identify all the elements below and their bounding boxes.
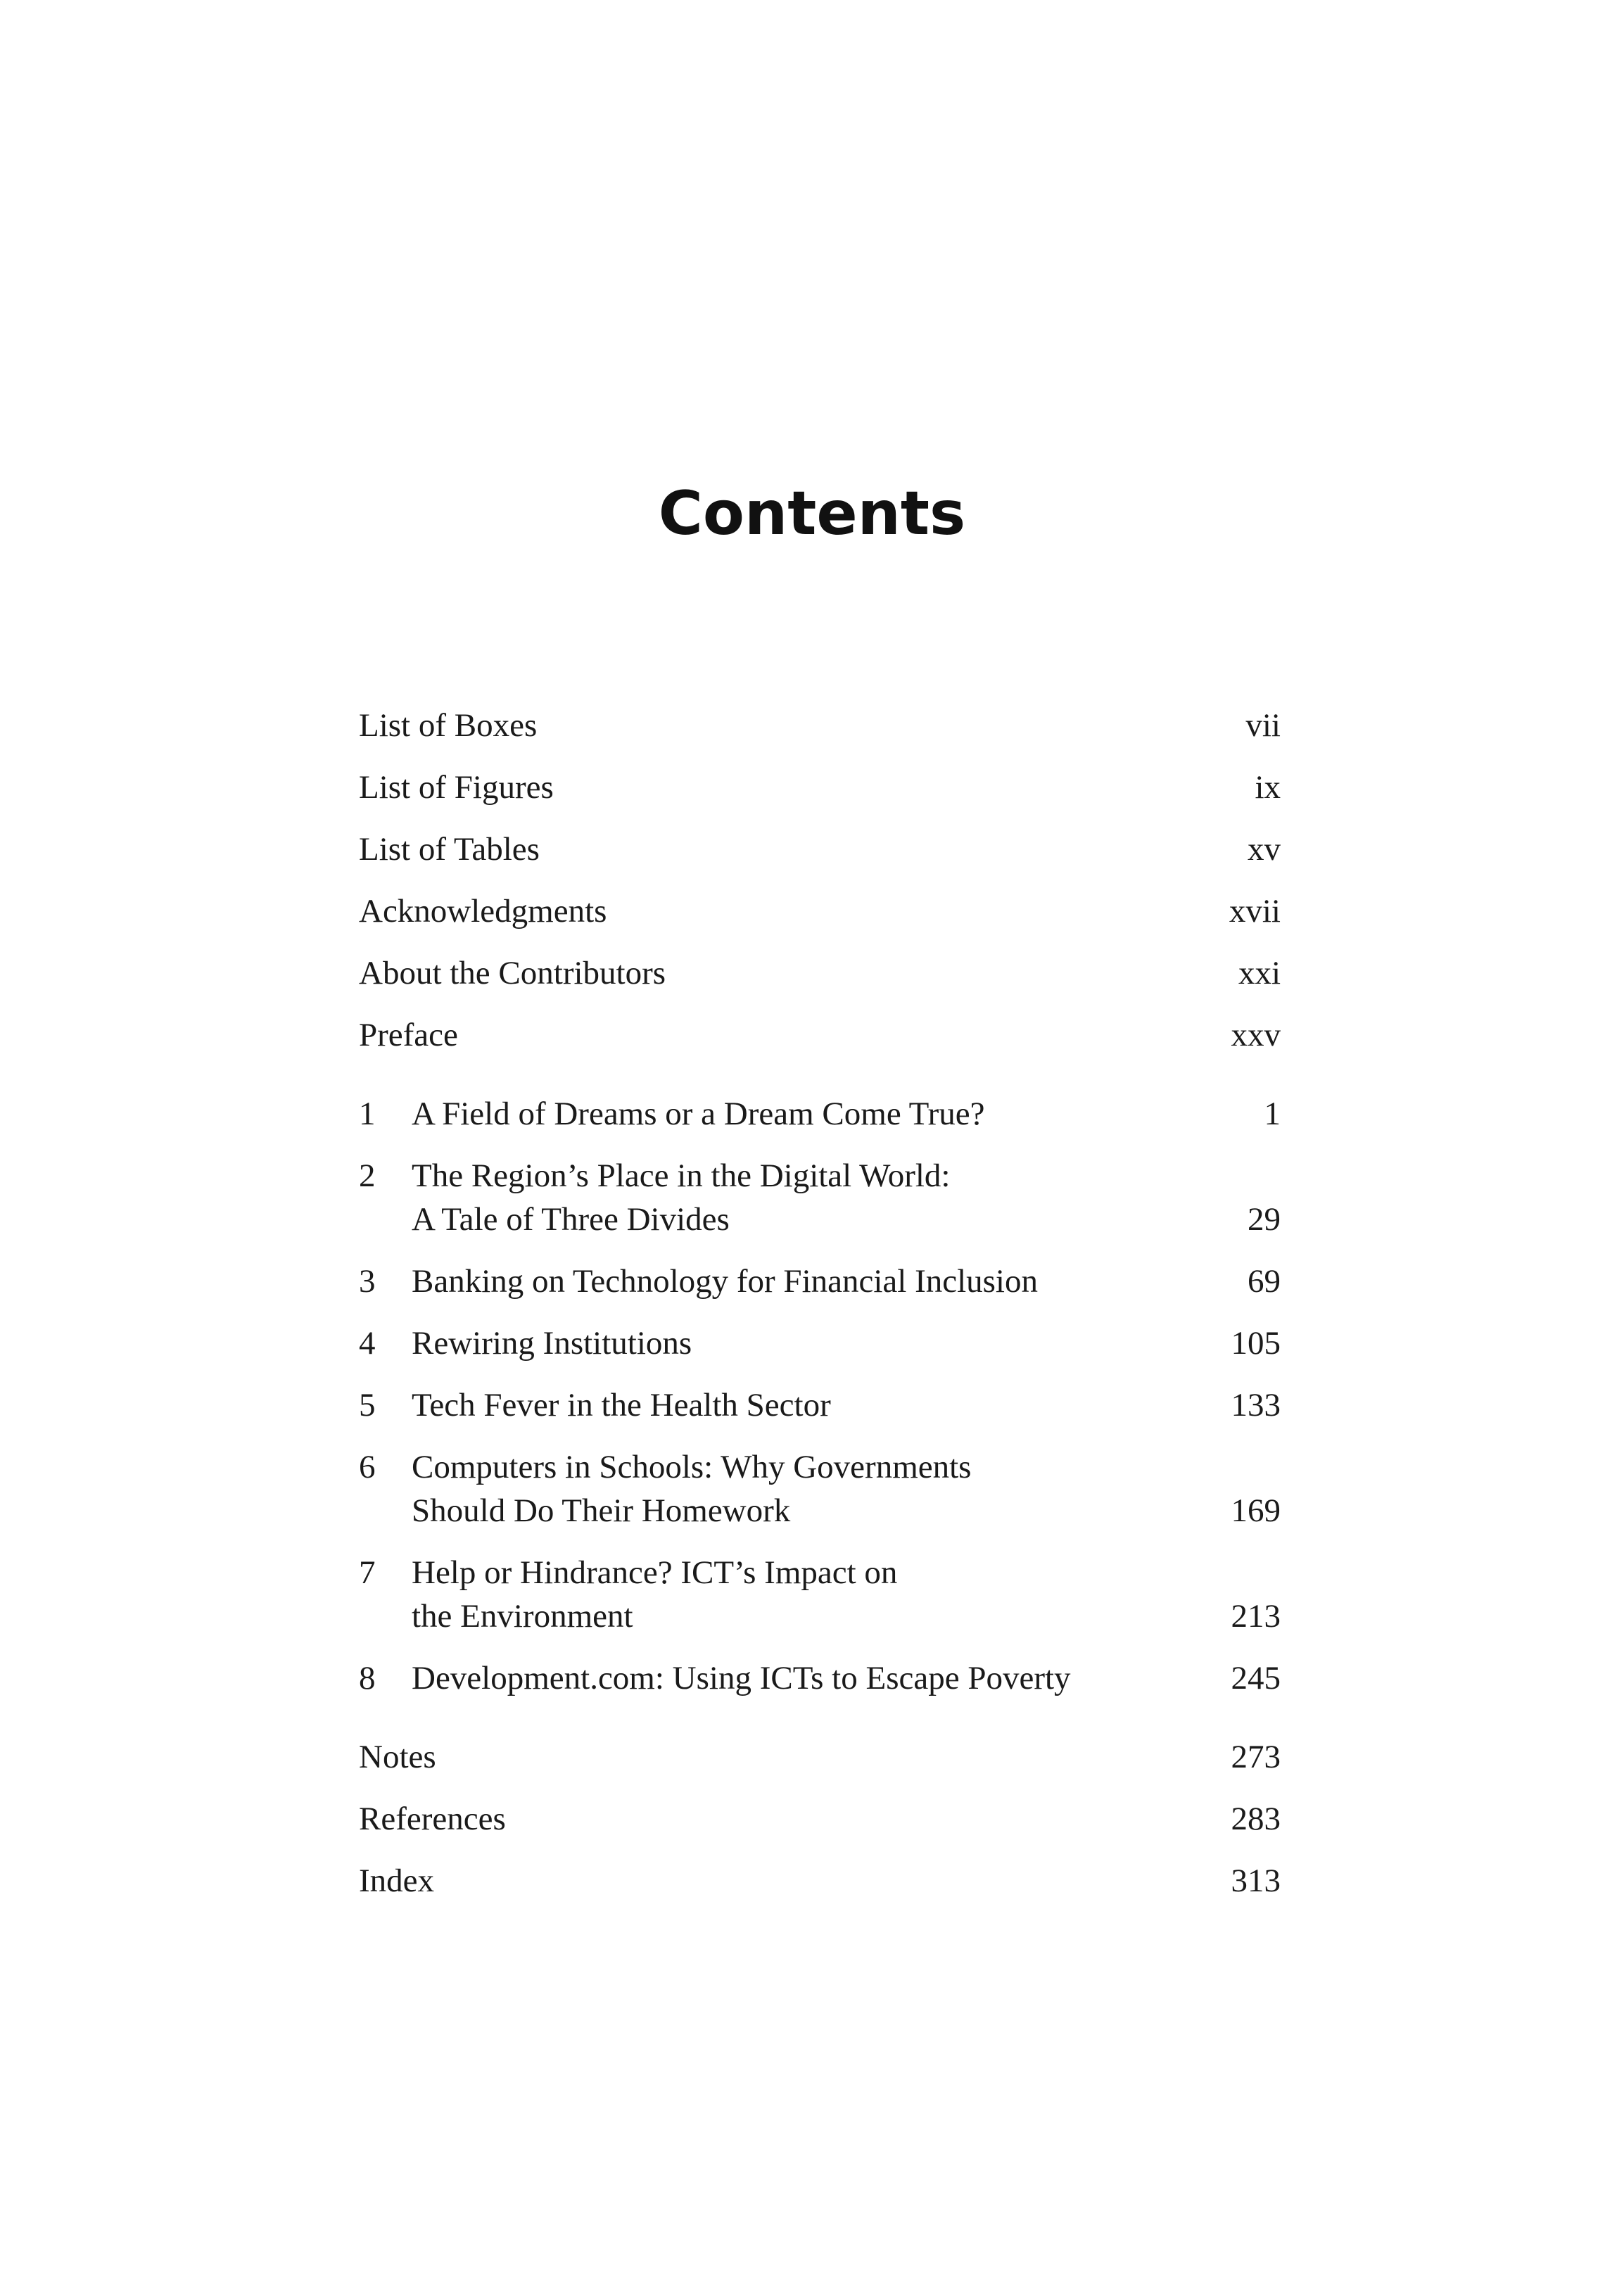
toc-entry-label: Index xyxy=(359,1863,435,1899)
chapter-title xyxy=(412,1154,1248,1241)
toc-entry-page: xvii xyxy=(1229,893,1281,930)
toc-entry-label: List of Figures xyxy=(359,769,554,806)
chapter-number: 1 xyxy=(359,1096,376,1132)
chapter-title xyxy=(412,1260,1248,1303)
chapter-title xyxy=(412,1551,1231,1638)
chapter-title-line: Computers in Schools: Why Governments xyxy=(412,1449,972,1485)
chapter-number: 2 xyxy=(359,1157,376,1194)
toc-entry-list-of-figures[interactable] xyxy=(359,766,1281,809)
back-matter-list xyxy=(359,1735,1281,1903)
chapter-title-line: Banking on Technology for Financial Inclusion xyxy=(412,1263,1038,1300)
chapter-title xyxy=(412,1383,1231,1427)
toc-entry-label: Acknowledgments xyxy=(359,893,607,930)
chapter-page: 245 xyxy=(1231,1660,1281,1696)
toc-entry-list-of-tables[interactable] xyxy=(359,827,1281,871)
chapter-page: 133 xyxy=(1231,1387,1281,1423)
toc-entry-page: xv xyxy=(1248,831,1281,868)
chapter-number: 4 xyxy=(359,1325,376,1362)
toc-entry-page: 313 xyxy=(1231,1863,1281,1899)
chapter-title-line: Tech Fever in the Health Sector xyxy=(412,1387,831,1423)
chapter-title-line: Rewiring Institutions xyxy=(412,1325,692,1362)
toc-entry-page: 273 xyxy=(1231,1739,1281,1775)
chapter-number: 3 xyxy=(359,1263,376,1300)
toc-entry-notes[interactable] xyxy=(359,1735,1281,1779)
page-title: Contents xyxy=(658,478,966,549)
front-matter-list xyxy=(359,704,1281,1057)
toc-entry-preface[interactable] xyxy=(359,1013,1281,1057)
toc-chapter-8[interactable] xyxy=(359,1656,1281,1700)
chapter-title xyxy=(412,1092,1264,1136)
chapter-page: 29 xyxy=(1248,1201,1281,1238)
toc-entry-page: vii xyxy=(1245,707,1281,744)
toc-chapter-5[interactable] xyxy=(359,1383,1281,1427)
toc-entry-acknowledgments[interactable] xyxy=(359,889,1281,933)
toc-entry-label: References xyxy=(359,1801,506,1837)
toc-entry-index[interactable] xyxy=(359,1859,1281,1903)
toc-chapter-1[interactable] xyxy=(359,1092,1281,1136)
chapter-title-line: the Environment xyxy=(412,1598,633,1635)
toc-entry-list-of-boxes[interactable] xyxy=(359,704,1281,747)
toc-entry-page: xxi xyxy=(1238,955,1281,991)
chapter-title-line: Help or Hindrance? ICT’s Impact on xyxy=(412,1554,898,1591)
toc-chapter-3[interactable] xyxy=(359,1260,1281,1303)
chapter-page: 69 xyxy=(1248,1263,1281,1300)
toc-entry-label: List of Boxes xyxy=(359,707,538,744)
chapter-title-line: Development.com: Using ICTs to Escape Poverty xyxy=(412,1660,1071,1696)
chapter-title xyxy=(412,1656,1231,1700)
toc-entry-page: xxv xyxy=(1231,1017,1281,1053)
toc-entry-label: Preface xyxy=(359,1017,458,1053)
toc-chapter-6[interactable] xyxy=(359,1445,1281,1533)
toc-entry-label: List of Tables xyxy=(359,831,540,868)
chapter-number: 8 xyxy=(359,1660,376,1696)
chapter-title xyxy=(412,1445,1231,1533)
chapter-title-line: The Region’s Place in the Digital World: xyxy=(412,1157,951,1194)
chapter-number: 5 xyxy=(359,1387,376,1423)
chapter-page: 1 xyxy=(1264,1096,1281,1132)
chapter-title-line: Should Do Their Homework xyxy=(412,1492,791,1529)
chapter-title-line: A Tale of Three Divides xyxy=(412,1201,730,1238)
toc-entry-about-the-contributors[interactable] xyxy=(359,951,1281,995)
chapter-number: 7 xyxy=(359,1554,376,1591)
toc-entry-page: 283 xyxy=(1231,1801,1281,1837)
toc-entry-label: Notes xyxy=(359,1739,436,1775)
toc-chapter-4[interactable] xyxy=(359,1321,1281,1365)
chapter-number: 6 xyxy=(359,1449,376,1485)
chapter-page: 169 xyxy=(1231,1492,1281,1529)
chapter-title xyxy=(412,1321,1231,1365)
table-of-contents xyxy=(359,704,1281,1921)
toc-chapter-7[interactable] xyxy=(359,1551,1281,1638)
toc-chapter-2[interactable] xyxy=(359,1154,1281,1241)
toc-entry-page: ix xyxy=(1255,769,1281,806)
toc-entry-references[interactable] xyxy=(359,1797,1281,1841)
chapter-title-line: A Field of Dreams or a Dream Come True? xyxy=(412,1096,985,1132)
chapter-page: 105 xyxy=(1231,1325,1281,1362)
chapter-list xyxy=(359,1092,1281,1700)
chapter-page: 213 xyxy=(1231,1598,1281,1635)
toc-entry-label: About the Contributors xyxy=(359,955,666,991)
